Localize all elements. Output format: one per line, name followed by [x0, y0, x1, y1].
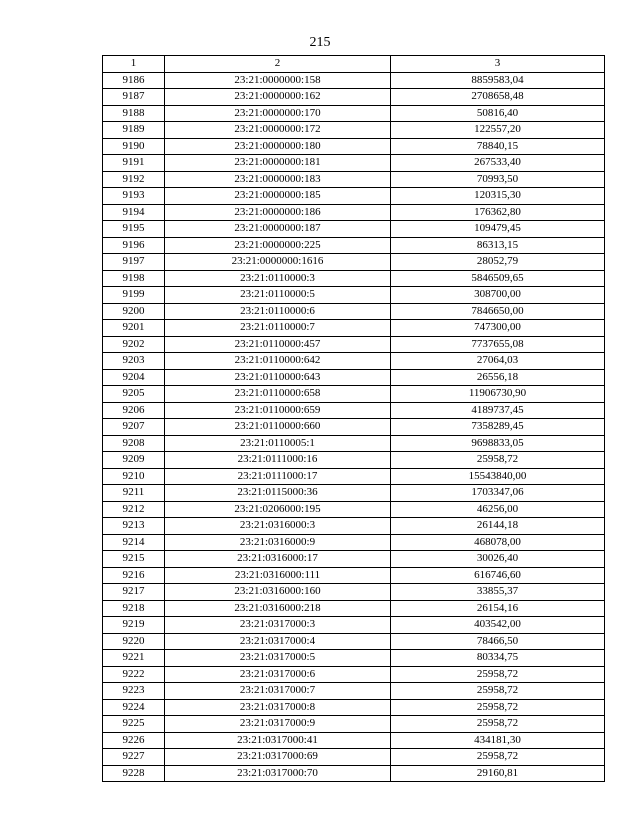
cadastral-number-cell: 23:21:0317000:6: [165, 666, 391, 683]
value-cell: 2708658,48: [391, 89, 605, 106]
cadastral-number-cell: 23:21:0317000:7: [165, 683, 391, 700]
table-row: [103, 89, 605, 106]
value-cell: 403542,00: [391, 617, 605, 634]
row-number-cell: 9214: [103, 534, 165, 551]
value-cell: 25958,72: [391, 452, 605, 469]
data-table: [102, 55, 605, 782]
table-header: [103, 56, 605, 73]
value-cell: 5846509,65: [391, 270, 605, 287]
table-row: [103, 501, 605, 518]
table-row: [103, 485, 605, 502]
cadastral-number-cell: 23:21:0000000:187: [165, 221, 391, 238]
cadastral-number-cell: 23:21:0110000:457: [165, 336, 391, 353]
value-cell: 1703347,06: [391, 485, 605, 502]
cadastral-number-cell: 23:21:0115000:36: [165, 485, 391, 502]
row-number-cell: 9212: [103, 501, 165, 518]
table-row: [103, 617, 605, 634]
value-cell: 86313,15: [391, 237, 605, 254]
value-cell: 80334,75: [391, 650, 605, 667]
table-row: [103, 534, 605, 551]
value-cell: 4189737,45: [391, 402, 605, 419]
table-row: [103, 452, 605, 469]
cadastral-number-cell: 23:21:0110000:5: [165, 287, 391, 304]
row-number-cell: 9188: [103, 105, 165, 122]
value-cell: 7358289,45: [391, 419, 605, 436]
row-number-cell: 9189: [103, 122, 165, 139]
value-cell: 25958,72: [391, 716, 605, 733]
cadastral-number-cell: 23:21:0110000:7: [165, 320, 391, 337]
row-number-cell: 9219: [103, 617, 165, 634]
value-cell: 308700,00: [391, 287, 605, 304]
row-number-cell: 9207: [103, 419, 165, 436]
value-cell: 7846650,00: [391, 303, 605, 320]
row-number-cell: 9191: [103, 155, 165, 172]
table-row: [103, 122, 605, 139]
table-row: [103, 468, 605, 485]
row-number-cell: 9201: [103, 320, 165, 337]
table-row: [103, 72, 605, 89]
cadastral-number-cell: 23:21:0110000:6: [165, 303, 391, 320]
row-number-cell: 9203: [103, 353, 165, 370]
row-number-cell: 9198: [103, 270, 165, 287]
row-number-cell: 9205: [103, 386, 165, 403]
cadastral-number-cell: 23:21:0110000:659: [165, 402, 391, 419]
value-cell: 25958,72: [391, 699, 605, 716]
table-row: [103, 171, 605, 188]
cadastral-number-cell: 23:21:0111000:17: [165, 468, 391, 485]
table-row: [103, 386, 605, 403]
column-header-2: 2: [165, 56, 391, 73]
cadastral-number-cell: 23:21:0316000:9: [165, 534, 391, 551]
cadastral-number-cell: 23:21:0316000:111: [165, 567, 391, 584]
column-header-1: 1: [103, 56, 165, 73]
row-number-cell: 9204: [103, 369, 165, 386]
row-number-cell: 9226: [103, 732, 165, 749]
cadastral-number-cell: 23:21:0111000:16: [165, 452, 391, 469]
table-row: [103, 221, 605, 238]
cadastral-number-cell: 23:21:0317000:5: [165, 650, 391, 667]
row-number-cell: 9202: [103, 336, 165, 353]
cadastral-number-cell: 23:21:0317000:3: [165, 617, 391, 634]
table-row: [103, 765, 605, 782]
row-number-cell: 9194: [103, 204, 165, 221]
cadastral-number-cell: 23:21:0000000:181: [165, 155, 391, 172]
table-row: [103, 270, 605, 287]
table-row: [103, 551, 605, 568]
row-number-cell: 9209: [103, 452, 165, 469]
value-cell: 29160,81: [391, 765, 605, 782]
table-row: [103, 353, 605, 370]
row-number-cell: 9210: [103, 468, 165, 485]
cadastral-number-cell: 23:21:0110000:643: [165, 369, 391, 386]
cadastral-number-cell: 23:21:0317000:69: [165, 749, 391, 766]
value-cell: 267533,40: [391, 155, 605, 172]
row-number-cell: 9220: [103, 633, 165, 650]
cadastral-number-cell: 23:21:0317000:4: [165, 633, 391, 650]
row-number-cell: 9192: [103, 171, 165, 188]
row-number-cell: 9197: [103, 254, 165, 271]
table-row: [103, 320, 605, 337]
cadastral-number-cell: 23:21:0110000:660: [165, 419, 391, 436]
cadastral-number-cell: 23:21:0316000:17: [165, 551, 391, 568]
value-cell: 46256,00: [391, 501, 605, 518]
cadastral-number-cell: 23:21:0000000:1616: [165, 254, 391, 271]
cadastral-number-cell: 23:21:0110000:3: [165, 270, 391, 287]
row-number-cell: 9215: [103, 551, 165, 568]
table-row: [103, 567, 605, 584]
table-row: [103, 633, 605, 650]
cadastral-number-cell: 23:21:0316000:160: [165, 584, 391, 601]
row-number-cell: 9187: [103, 89, 165, 106]
row-number-cell: 9186: [103, 72, 165, 89]
value-cell: 7737655,08: [391, 336, 605, 353]
table-row: [103, 287, 605, 304]
row-number-cell: 9193: [103, 188, 165, 205]
cadastral-number-cell: 23:21:0206000:195: [165, 501, 391, 518]
table-row: [103, 435, 605, 452]
row-number-cell: 9227: [103, 749, 165, 766]
cadastral-number-cell: 23:21:0317000:8: [165, 699, 391, 716]
value-cell: 25958,72: [391, 749, 605, 766]
cadastral-number-cell: 23:21:0110005:1: [165, 435, 391, 452]
row-number-cell: 9216: [103, 567, 165, 584]
value-cell: 9698833,05: [391, 435, 605, 452]
value-cell: 70993,50: [391, 171, 605, 188]
cadastral-number-cell: 23:21:0316000:3: [165, 518, 391, 535]
table-row: [103, 584, 605, 601]
table-row: [103, 204, 605, 221]
cadastral-number-cell: 23:21:0000000:162: [165, 89, 391, 106]
row-number-cell: 9222: [103, 666, 165, 683]
row-number-cell: 9228: [103, 765, 165, 782]
value-cell: 15543840,00: [391, 468, 605, 485]
table-row: [103, 600, 605, 617]
cadastral-number-cell: 23:21:0000000:180: [165, 138, 391, 155]
value-cell: 78840,15: [391, 138, 605, 155]
table-row: [103, 369, 605, 386]
row-number-cell: 9225: [103, 716, 165, 733]
row-number-cell: 9221: [103, 650, 165, 667]
table-row: [103, 716, 605, 733]
value-cell: 30026,40: [391, 551, 605, 568]
value-cell: 122557,20: [391, 122, 605, 139]
table-row: [103, 155, 605, 172]
cadastral-number-cell: 23:21:0316000:218: [165, 600, 391, 617]
value-cell: 109479,45: [391, 221, 605, 238]
row-number-cell: 9190: [103, 138, 165, 155]
value-cell: 11906730,90: [391, 386, 605, 403]
table-row: [103, 254, 605, 271]
value-cell: 468078,00: [391, 534, 605, 551]
row-number-cell: 9206: [103, 402, 165, 419]
cadastral-number-cell: 23:21:0000000:170: [165, 105, 391, 122]
value-cell: 8859583,04: [391, 72, 605, 89]
cadastral-number-cell: 23:21:0000000:185: [165, 188, 391, 205]
page-number: 215: [309, 35, 331, 50]
cadastral-number-cell: 23:21:0000000:183: [165, 171, 391, 188]
value-cell: 25958,72: [391, 666, 605, 683]
table-row: [103, 666, 605, 683]
value-cell: 50816,40: [391, 105, 605, 122]
row-number-cell: 9211: [103, 485, 165, 502]
cadastral-number-cell: 23:21:0110000:642: [165, 353, 391, 370]
table-row: [103, 336, 605, 353]
table-row: [103, 749, 605, 766]
cadastral-number-cell: 23:21:0317000:70: [165, 765, 391, 782]
value-cell: 78466,50: [391, 633, 605, 650]
column-header-3: 3: [391, 56, 605, 73]
value-cell: 26556,18: [391, 369, 605, 386]
cadastral-number-cell: 23:21:0000000:186: [165, 204, 391, 221]
row-number-cell: 9196: [103, 237, 165, 254]
value-cell: 28052,79: [391, 254, 605, 271]
table-row: [103, 732, 605, 749]
row-number-cell: 9199: [103, 287, 165, 304]
table-row: [103, 419, 605, 436]
table-row: [103, 303, 605, 320]
value-cell: 616746,60: [391, 567, 605, 584]
value-cell: 27064,03: [391, 353, 605, 370]
table-header-row: [103, 56, 605, 73]
value-cell: 25958,72: [391, 683, 605, 700]
value-cell: 26144,18: [391, 518, 605, 535]
row-number-cell: 9208: [103, 435, 165, 452]
table-row: [103, 518, 605, 535]
table-row: [103, 402, 605, 419]
cadastral-number-cell: 23:21:0000000:225: [165, 237, 391, 254]
row-number-cell: 9218: [103, 600, 165, 617]
value-cell: 120315,30: [391, 188, 605, 205]
row-number-cell: 9195: [103, 221, 165, 238]
value-cell: 176362,80: [391, 204, 605, 221]
cadastral-number-cell: 23:21:0317000:9: [165, 716, 391, 733]
row-number-cell: 9223: [103, 683, 165, 700]
table-row: [103, 105, 605, 122]
table-body: [103, 72, 605, 782]
cadastral-number-cell: 23:21:0317000:41: [165, 732, 391, 749]
value-cell: 33855,37: [391, 584, 605, 601]
row-number-cell: 9217: [103, 584, 165, 601]
cadastral-number-cell: 23:21:0000000:172: [165, 122, 391, 139]
value-cell: 26154,16: [391, 600, 605, 617]
row-number-cell: 9224: [103, 699, 165, 716]
value-cell: 747300,00: [391, 320, 605, 337]
table-row: [103, 237, 605, 254]
value-cell: 434181,30: [391, 732, 605, 749]
table-row: [103, 138, 605, 155]
cadastral-number-cell: 23:21:0000000:158: [165, 72, 391, 89]
cadastral-number-cell: 23:21:0110000:658: [165, 386, 391, 403]
table-row: [103, 683, 605, 700]
table-row: [103, 188, 605, 205]
table-row: [103, 650, 605, 667]
row-number-cell: 9200: [103, 303, 165, 320]
row-number-cell: 9213: [103, 518, 165, 535]
table-row: [103, 699, 605, 716]
